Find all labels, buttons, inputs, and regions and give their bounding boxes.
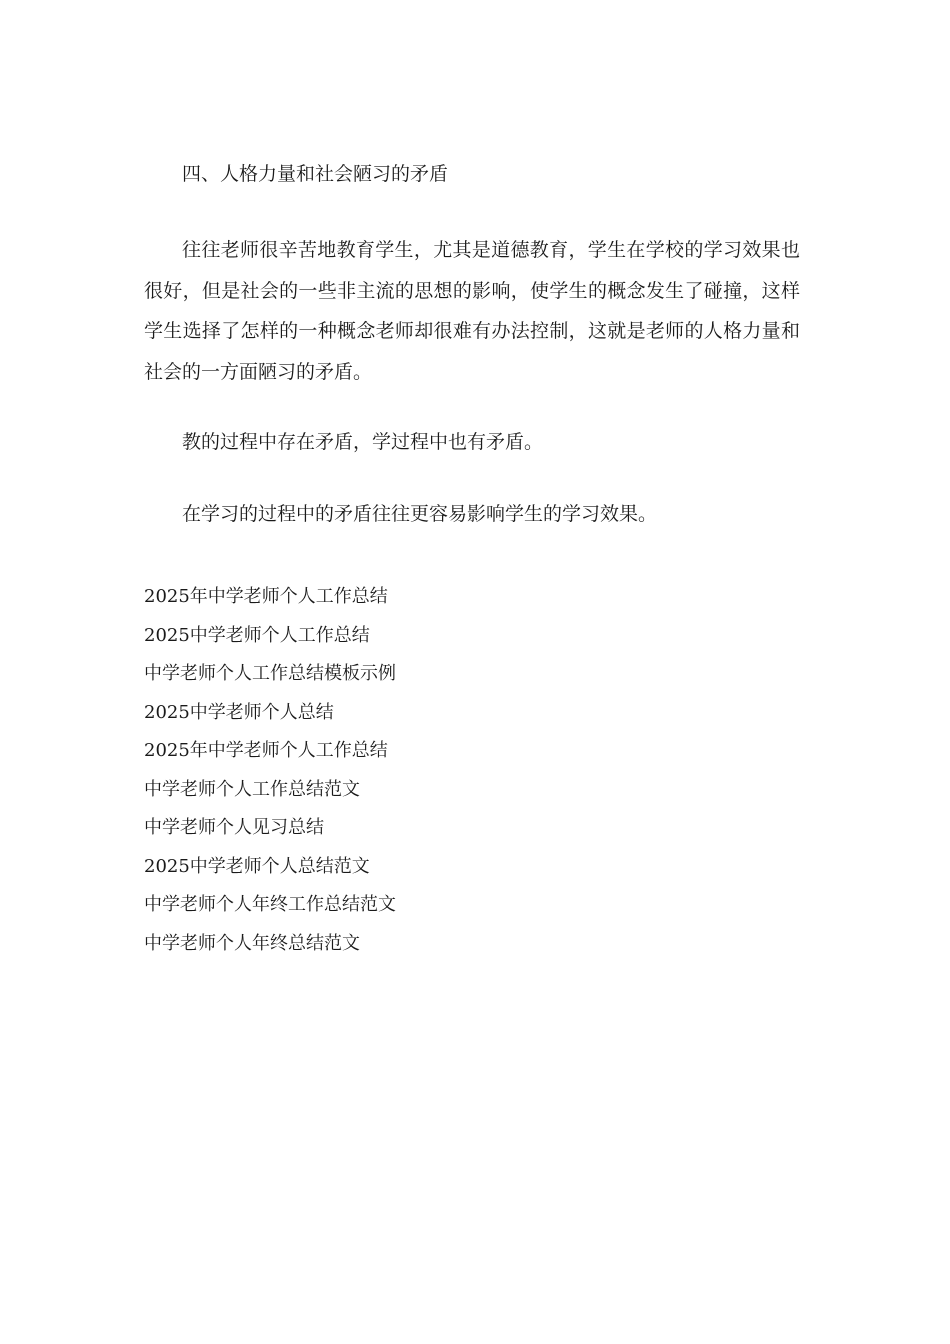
- related-articles-list: [144, 582, 800, 967]
- related-article-link[interactable]: 2025年中学老师个人工作总结: [144, 586, 388, 607]
- body-paragraph: 在学习的过程中的矛盾往往更容易影响学生的学习效果。: [182, 503, 658, 525]
- body-paragraph: 教的过程中存在矛盾，学过程中也有矛盾。: [182, 431, 544, 453]
- related-article-link[interactable]: 中学老师个人工作总结范文: [144, 778, 360, 800]
- related-article-link[interactable]: 中学老师个人工作总结模板示例: [144, 663, 396, 684]
- related-article-link[interactable]: 中学老师个人年终总结范文: [144, 932, 360, 954]
- related-article-link[interactable]: 2025中学老师个人工作总结: [144, 624, 370, 646]
- related-article-link[interactable]: 2025中学老师个人总结: [144, 701, 334, 723]
- related-article-link[interactable]: 2025中学老师个人总结范文: [144, 855, 370, 877]
- related-article-link[interactable]: 中学老师个人年终工作总结范文: [144, 894, 396, 915]
- section-heading: 四、人格力量和社会陋习的矛盾: [182, 163, 449, 185]
- body-paragraph: 往往老师很辛苦地教育学生，尤其是道德教育，学生在学校的学习效果也很好，但是社会的一些非主流的思想的影响，使学生的概念发生了碰撞，这样学生选择了怎样的一种概念老师却很难有办法控制，这就是老师的人格力量和社会的一方面陋习的矛盾。: [144, 239, 800, 383]
- related-article-link[interactable]: 中学老师个人见习总结: [144, 817, 324, 838]
- article-body: [144, 158, 800, 570]
- related-article-link[interactable]: 2025年中学老师个人工作总结: [144, 740, 388, 761]
